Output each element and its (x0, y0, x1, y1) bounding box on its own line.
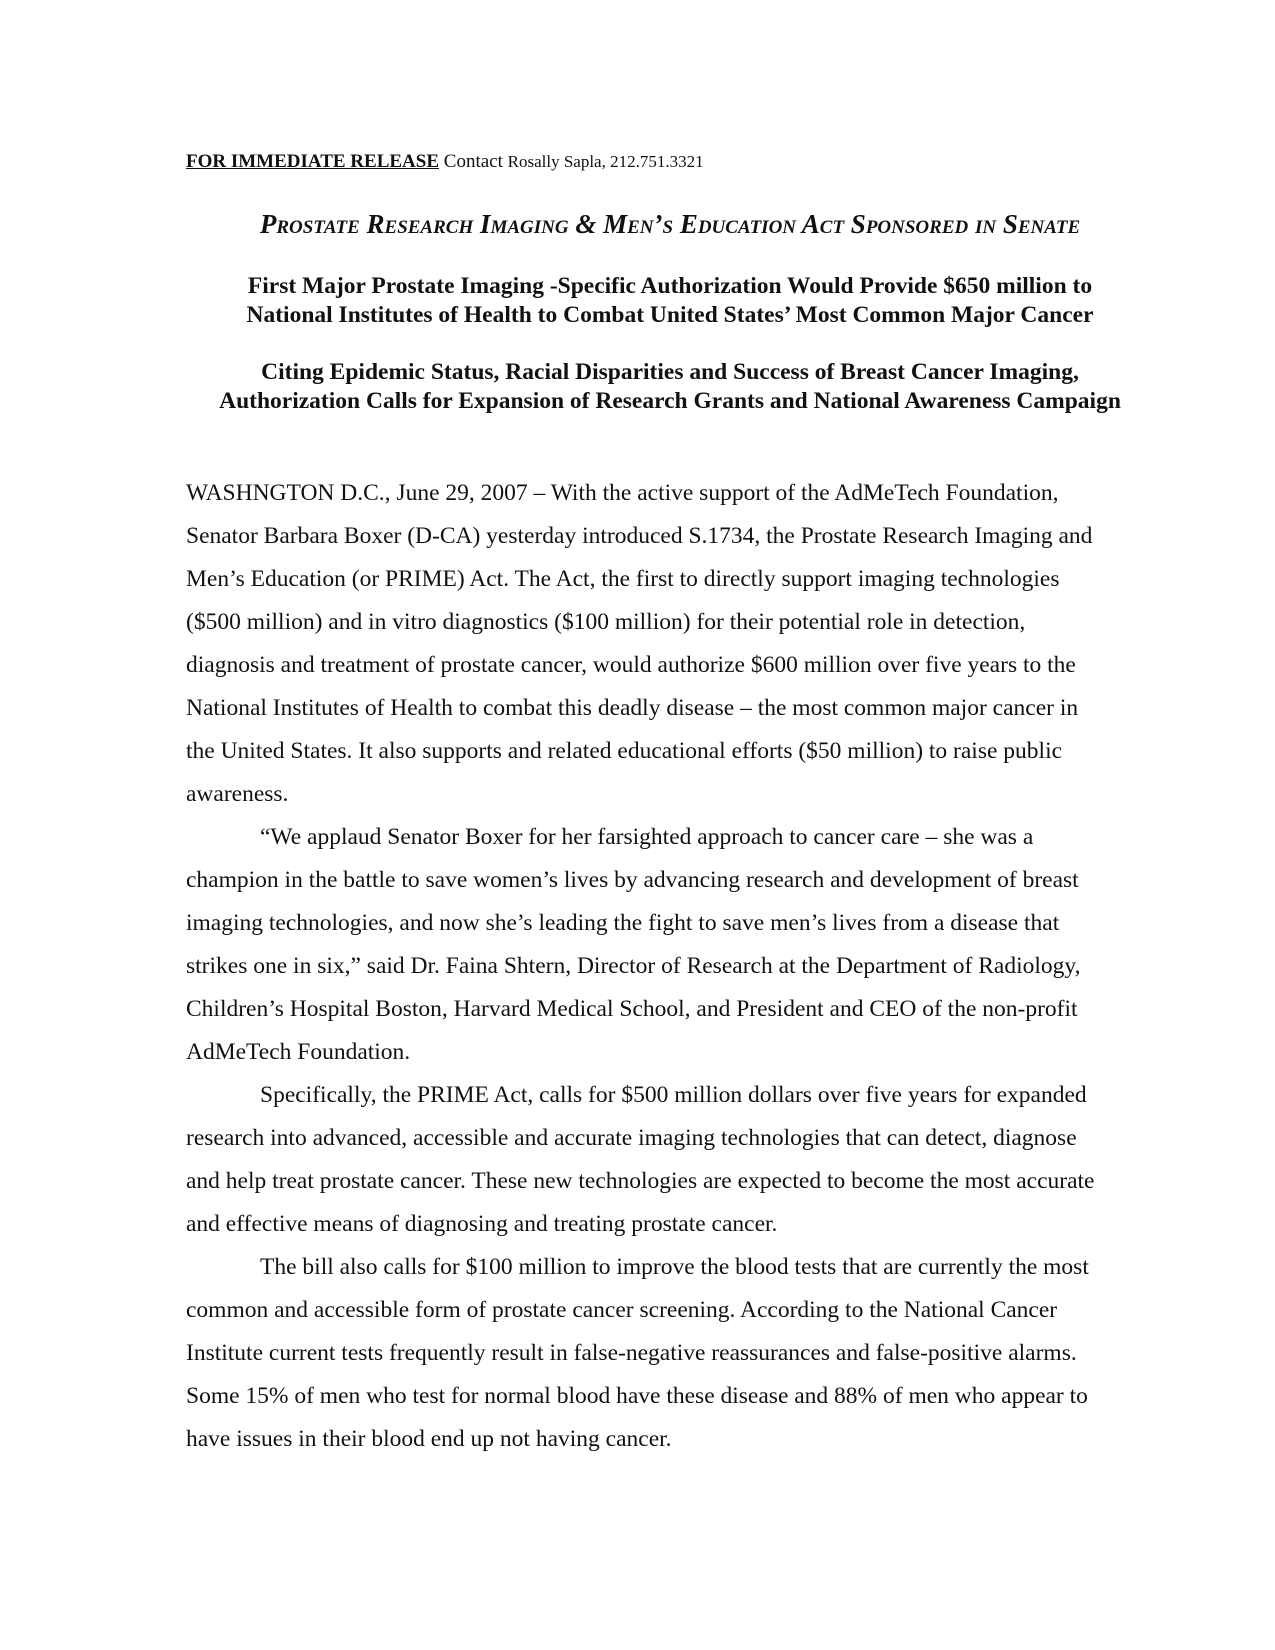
body-line: have issues in their blood end up not having cancer. (186, 1426, 672, 1452)
body-line: the United States. It also supports and related educational efforts ($50 million) to raise public (186, 738, 1063, 764)
subheadline-line: National Institutes of Health to Combat United States’ Most Common Major Cancer (246, 302, 1094, 328)
body-line: and effective means of diagnosing and treating prostate cancer. (186, 1211, 778, 1237)
paragraph-quote (186, 816, 1161, 1074)
body-line: Men’s Education (or PRIME) Act. The Act, the first to directly support imaging technologies (186, 566, 1060, 592)
body-line: ($500 million) and in vitro diagnostics ($100 million) for their potential role in detection, (186, 609, 1026, 635)
body-line: National Institutes of Health to combat this deadly disease – the most common major cancer in (186, 695, 1079, 721)
body-line: Institute current tests frequently result in false-negative reassurances and false-positive alarms. (186, 1340, 1077, 1366)
body-line: AdMeTech Foundation. (186, 1039, 411, 1065)
body-line: Specifically, the PRIME Act, calls for $500 million dollars over five years for expanded (260, 1082, 1087, 1108)
subheadline-2 (150, 358, 1190, 416)
paragraph-blood-tests (186, 1246, 1161, 1461)
body-line: WASHNGTON D.C., June 29, 2007 – With the active support of the AdMeTech Foundation, (186, 480, 1059, 506)
body-line: Some 15% of men who test for normal blood have these disease and 88% of men who appear to (186, 1383, 1088, 1409)
paragraph-dateline (186, 472, 1161, 816)
body-line: The bill also calls for $100 million to improve the blood tests that are currently the most (260, 1254, 1089, 1280)
body-line: research into advanced, accessible and accurate imaging technologies that can detect, diagnose (186, 1125, 1077, 1151)
body-line: diagnosis and treatment of prostate cancer, would authorize $600 million over five years to the (186, 652, 1076, 678)
paragraph-imaging-funding (186, 1074, 1161, 1246)
contact-label: Contact (443, 151, 503, 172)
body-line: strikes one in six,” said Dr. Faina Shtern, Director of Research at the Department of Radiology, (186, 953, 1081, 979)
body-line: champion in the battle to save women’s lives by advancing research and development of breast (186, 867, 1079, 893)
release-label: FOR IMMEDIATE RELEASE (186, 151, 440, 172)
subheadline-line: Citing Epidemic Status, Racial Disparities and Success of Breast Cancer Imaging, (261, 359, 1079, 385)
article-body (186, 472, 1161, 1461)
body-line: Children’s Hospital Boston, Harvard Medical School, and President and CEO of the non-profit (186, 996, 1078, 1022)
body-line: and help treat prostate cancer. These new technologies are expected to become the most accurate (186, 1168, 1095, 1194)
subheadline-line: Authorization Calls for Expansion of Research Grants and National Awareness Campaign (219, 388, 1121, 414)
subheadline-1 (150, 272, 1190, 330)
body-line: awareness. (186, 781, 289, 807)
contact-details: Rosally Sapla, 212.751.3321 (507, 152, 704, 171)
release-header (186, 150, 704, 174)
press-release-title: Prostate Research Imaging & Men’s Education Act Sponsored in Senate (259, 209, 1081, 239)
subheadline-line: First Major Prostate Imaging -Specific Authorization Would Provide $650 million to (247, 273, 1093, 299)
body-line: common and accessible form of prostate cancer screening. According to the National Cancer (186, 1297, 1058, 1323)
body-line: Senator Barbara Boxer (D-CA) yesterday introduced S.1734, the Prostate Research Imaging and (186, 523, 1093, 549)
body-line: “We applaud Senator Boxer for her farsighted approach to cancer care – she was a (260, 824, 1034, 850)
body-line: imaging technologies, and now she’s leading the fight to save men’s lives from a disease that (186, 910, 1060, 936)
